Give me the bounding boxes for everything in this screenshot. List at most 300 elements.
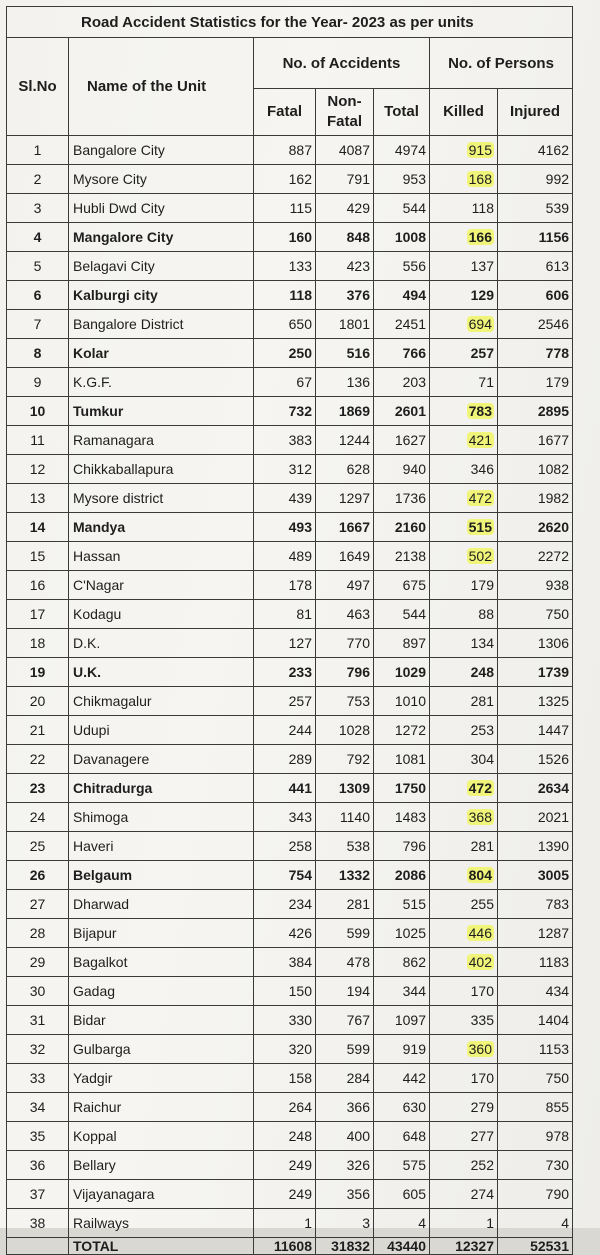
cell-total: 1010 [374,687,430,716]
cell-total: 2451 [374,310,430,339]
table-row [7,1035,573,1064]
cell-injured: 1447 [498,716,573,745]
cell-total: 1097 [374,1006,430,1035]
cell-unit-name: Gulbarga [69,1035,254,1064]
cell-injured: 1156 [498,223,573,252]
cell-killed: 346 [430,455,498,484]
cell-killed [430,223,498,252]
table-row [7,484,573,513]
cell-unit-name: Gadag [69,977,254,1006]
cell-unit-name: Ramanagara [69,426,254,455]
cell-unit-name: Bellary [69,1151,254,1180]
cell-non-fatal: 628 [316,455,374,484]
cell-unit-name: Bidar [69,1006,254,1035]
cell-killed: 253 [430,716,498,745]
total-non-fatal: 31832 [316,1238,374,1255]
cell-non-fatal: 538 [316,832,374,861]
cell-non-fatal: 1244 [316,426,374,455]
cell-non-fatal: 791 [316,165,374,194]
table-row [7,1122,573,1151]
cell-killed: 137 [430,252,498,281]
table-row [7,658,573,687]
cell-unit-name: Bangalore City [69,136,254,165]
cell-fatal: 489 [254,542,316,571]
table-row [7,600,573,629]
cell-killed: 257 [430,339,498,368]
highlighted-value: 915 [468,142,492,158]
cell-sl-no: 7 [7,310,69,339]
cell-injured: 730 [498,1151,573,1180]
cell-fatal: 248 [254,1122,316,1151]
table-row [7,803,573,832]
cell-injured: 1325 [498,687,573,716]
cell-non-fatal: 136 [316,368,374,397]
cell-killed [430,774,498,803]
cell-fatal: 162 [254,165,316,194]
cell-injured: 1153 [498,1035,573,1064]
cell-non-fatal: 516 [316,339,374,368]
header-non-fatal: Non- Fatal [316,89,374,136]
cell-fatal: 133 [254,252,316,281]
cell-unit-name: Kolar [69,339,254,368]
table-row [7,948,573,977]
cell-unit-name: Mangalore City [69,223,254,252]
cell-fatal: 320 [254,1035,316,1064]
cell-non-fatal: 599 [316,919,374,948]
header-accidents: No. of Accidents [254,38,430,89]
cell-killed [430,948,498,977]
cell-fatal: 887 [254,136,316,165]
cell-fatal: 439 [254,484,316,513]
table-body [7,136,573,1238]
cell-injured: 2634 [498,774,573,803]
table-row [7,687,573,716]
cell-fatal: 244 [254,716,316,745]
cell-total: 940 [374,455,430,484]
cell-non-fatal: 326 [316,1151,374,1180]
cell-sl-no: 21 [7,716,69,745]
cell-unit-name: Kodagu [69,600,254,629]
header-fatal: Fatal [254,89,316,136]
cell-non-fatal: 1309 [316,774,374,803]
cell-fatal: 289 [254,745,316,774]
cell-non-fatal: 366 [316,1093,374,1122]
cell-non-fatal: 848 [316,223,374,252]
cell-unit-name: Haveri [69,832,254,861]
cell-injured: 613 [498,252,573,281]
cell-sl-no: 2 [7,165,69,194]
table-row [7,832,573,861]
cell-fatal: 81 [254,600,316,629]
table-row [7,1064,573,1093]
table-row [7,426,573,455]
cell-total: 575 [374,1151,430,1180]
table-row [7,1180,573,1209]
cell-non-fatal: 767 [316,1006,374,1035]
cell-non-fatal: 423 [316,252,374,281]
cell-unit-name: Kalburgi city [69,281,254,310]
cell-total: 648 [374,1122,430,1151]
cell-total: 1081 [374,745,430,774]
cell-total: 515 [374,890,430,919]
cell-unit-name: Udupi [69,716,254,745]
cell-unit-name: Chikkaballapura [69,455,254,484]
cell-sl-no: 37 [7,1180,69,1209]
cell-killed [430,397,498,426]
cell-killed: 335 [430,1006,498,1035]
cell-fatal: 754 [254,861,316,890]
cell-fatal: 233 [254,658,316,687]
cell-killed: 279 [430,1093,498,1122]
total-row [7,1238,573,1255]
cell-fatal: 650 [254,310,316,339]
cell-sl-no: 14 [7,513,69,542]
cell-injured: 179 [498,368,573,397]
cell-unit-name: Chitradurga [69,774,254,803]
cell-non-fatal: 3 [316,1209,374,1238]
cell-total: 766 [374,339,430,368]
cell-sl-no: 17 [7,600,69,629]
cell-sl-no: 38 [7,1209,69,1238]
cell-killed [430,1035,498,1064]
cell-total: 1750 [374,774,430,803]
cell-fatal: 493 [254,513,316,542]
cell-unit-name: Bagalkot [69,948,254,977]
cell-sl-no: 24 [7,803,69,832]
cell-sl-no: 27 [7,890,69,919]
cell-sl-no: 25 [7,832,69,861]
cell-killed: 255 [430,890,498,919]
cell-injured: 2546 [498,310,573,339]
cell-non-fatal: 1649 [316,542,374,571]
cell-injured: 1677 [498,426,573,455]
cell-non-fatal: 796 [316,658,374,687]
cell-non-fatal: 753 [316,687,374,716]
cell-killed: 134 [430,629,498,658]
table-row [7,513,573,542]
cell-non-fatal: 1332 [316,861,374,890]
cell-unit-name: Yadgir [69,1064,254,1093]
cell-killed [430,542,498,571]
header-sl-no: Sl.No [7,38,69,136]
cell-total: 4 [374,1209,430,1238]
cell-non-fatal: 194 [316,977,374,1006]
cell-sl-no: 28 [7,919,69,948]
cell-total: 2138 [374,542,430,571]
cell-total: 2160 [374,513,430,542]
cell-killed: 277 [430,1122,498,1151]
cell-injured: 992 [498,165,573,194]
cell-non-fatal: 284 [316,1064,374,1093]
cell-injured: 4 [498,1209,573,1238]
cell-killed [430,426,498,455]
table-row [7,136,573,165]
cell-fatal: 118 [254,281,316,310]
cell-fatal: 158 [254,1064,316,1093]
total-fatal: 11608 [254,1238,316,1255]
cell-non-fatal: 1028 [316,716,374,745]
cell-total: 544 [374,600,430,629]
cell-injured: 2895 [498,397,573,426]
cell-injured: 1404 [498,1006,573,1035]
cell-injured: 783 [498,890,573,919]
table-row [7,1209,573,1238]
cell-killed [430,165,498,194]
cell-total: 494 [374,281,430,310]
cell-fatal: 178 [254,571,316,600]
cell-killed [430,310,498,339]
cell-total: 675 [374,571,430,600]
cell-killed [430,484,498,513]
cell-injured: 1306 [498,629,573,658]
cell-total: 796 [374,832,430,861]
cell-fatal: 384 [254,948,316,977]
cell-total: 953 [374,165,430,194]
cell-injured: 1390 [498,832,573,861]
table-row [7,252,573,281]
cell-non-fatal: 281 [316,890,374,919]
cell-sl-no: 11 [7,426,69,455]
cell-sl-no: 3 [7,194,69,223]
highlighted-value: 421 [468,432,492,448]
highlighted-value: 472 [468,490,492,506]
cell-fatal: 426 [254,919,316,948]
total-total: 43440 [374,1238,430,1255]
cell-sl-no: 13 [7,484,69,513]
cell-unit-name: Mysore district [69,484,254,513]
cell-sl-no: 16 [7,571,69,600]
highlighted-value: 472 [468,780,492,796]
cell-killed: 274 [430,1180,498,1209]
cell-injured: 778 [498,339,573,368]
table-row [7,368,573,397]
cell-non-fatal: 4087 [316,136,374,165]
cell-total: 2086 [374,861,430,890]
cell-total: 1029 [374,658,430,687]
cell-non-fatal: 356 [316,1180,374,1209]
cell-killed [430,513,498,542]
cell-sl-no: 34 [7,1093,69,1122]
cell-unit-name: Mandya [69,513,254,542]
cell-injured: 1183 [498,948,573,977]
highlighted-value: 694 [468,316,492,332]
cell-unit-name: Shimoga [69,803,254,832]
cell-non-fatal: 770 [316,629,374,658]
cell-sl-no: 30 [7,977,69,1006]
cell-injured: 3005 [498,861,573,890]
cell-unit-name: Dharwad [69,890,254,919]
cell-unit-name: Mysore City [69,165,254,194]
total-label: TOTAL [69,1238,254,1255]
cell-injured: 2021 [498,803,573,832]
cell-fatal: 115 [254,194,316,223]
cell-sl-no: 26 [7,861,69,890]
cell-total: 2601 [374,397,430,426]
cell-total: 556 [374,252,430,281]
cell-killed: 281 [430,687,498,716]
table-row [7,919,573,948]
highlighted-value: 783 [468,403,492,419]
cell-unit-name: U.K. [69,658,254,687]
cell-sl-no: 8 [7,339,69,368]
highlighted-value: 515 [468,519,492,535]
cell-fatal: 330 [254,1006,316,1035]
cell-unit-name: K.G.F. [69,368,254,397]
cell-fatal: 160 [254,223,316,252]
table-row [7,281,573,310]
cell-total: 919 [374,1035,430,1064]
cell-sl-no: 10 [7,397,69,426]
table-row [7,1006,573,1035]
cell-killed [430,803,498,832]
cell-unit-name: Davanagere [69,745,254,774]
cell-injured: 2272 [498,542,573,571]
table-row [7,310,573,339]
cell-total: 203 [374,368,430,397]
cell-killed: 129 [430,281,498,310]
cell-sl-no: 22 [7,745,69,774]
cell-killed: 248 [430,658,498,687]
cell-sl-no: 33 [7,1064,69,1093]
cell-injured: 1739 [498,658,573,687]
cell-injured: 938 [498,571,573,600]
cell-injured: 539 [498,194,573,223]
table-row [7,977,573,1006]
cell-sl-no: 35 [7,1122,69,1151]
highlighted-value: 368 [468,809,492,825]
total-injured: 52531 [498,1238,573,1255]
cell-injured: 1982 [498,484,573,513]
cell-total: 1025 [374,919,430,948]
cell-injured: 1526 [498,745,573,774]
cell-killed [430,919,498,948]
cell-fatal: 249 [254,1180,316,1209]
cell-killed: 281 [430,832,498,861]
cell-injured: 750 [498,1064,573,1093]
cell-sl-no: 20 [7,687,69,716]
highlighted-value: 166 [468,229,492,245]
cell-killed: 179 [430,571,498,600]
table-row [7,455,573,484]
cell-sl-no: 36 [7,1151,69,1180]
cell-total: 442 [374,1064,430,1093]
cell-sl-no: 4 [7,223,69,252]
table-row [7,629,573,658]
cell-injured: 855 [498,1093,573,1122]
cell-fatal: 150 [254,977,316,1006]
header-unit-name: Name of the Unit [69,38,254,136]
cell-total: 630 [374,1093,430,1122]
cell-total: 4974 [374,136,430,165]
cell-total: 1627 [374,426,430,455]
table-title: Road Accident Statistics for the Year- 2023 as per units [7,7,573,38]
highlighted-value: 402 [468,954,492,970]
cell-sl-no: 31 [7,1006,69,1035]
cell-sl-no: 19 [7,658,69,687]
cell-total: 1483 [374,803,430,832]
highlighted-value: 446 [468,925,492,941]
cell-total: 1736 [374,484,430,513]
highlighted-value: 502 [468,548,492,564]
table-row [7,571,573,600]
cell-non-fatal: 1869 [316,397,374,426]
cell-injured: 434 [498,977,573,1006]
cell-fatal: 127 [254,629,316,658]
cell-injured: 4162 [498,136,573,165]
table-row [7,890,573,919]
table-row [7,861,573,890]
cell-unit-name: C'Nagar [69,571,254,600]
total-sl [7,1238,69,1255]
table-row [7,745,573,774]
cell-total: 605 [374,1180,430,1209]
cell-unit-name: Hassan [69,542,254,571]
cell-non-fatal: 497 [316,571,374,600]
table-row [7,339,573,368]
cell-fatal: 264 [254,1093,316,1122]
cell-total: 1272 [374,716,430,745]
table-row [7,165,573,194]
cell-fatal: 258 [254,832,316,861]
cell-injured: 2620 [498,513,573,542]
cell-non-fatal: 1140 [316,803,374,832]
highlighted-value: 804 [468,867,492,883]
header-persons: No. of Persons [430,38,573,89]
cell-unit-name: Raichur [69,1093,254,1122]
cell-killed: 1 [430,1209,498,1238]
cell-injured: 1287 [498,919,573,948]
cell-unit-name: Bangalore District [69,310,254,339]
cell-non-fatal: 792 [316,745,374,774]
cell-killed [430,861,498,890]
cell-injured: 978 [498,1122,573,1151]
cell-sl-no: 1 [7,136,69,165]
cell-non-fatal: 1801 [316,310,374,339]
table-row [7,716,573,745]
cell-sl-no: 9 [7,368,69,397]
cell-unit-name: Chikmagalur [69,687,254,716]
cell-unit-name: Koppal [69,1122,254,1151]
cell-sl-no: 18 [7,629,69,658]
cell-sl-no: 23 [7,774,69,803]
highlighted-value: 360 [468,1041,492,1057]
cell-injured: 606 [498,281,573,310]
cell-total: 897 [374,629,430,658]
cell-unit-name: Bijapur [69,919,254,948]
cell-fatal: 383 [254,426,316,455]
highlighted-value: 168 [468,171,492,187]
cell-killed: 252 [430,1151,498,1180]
cell-fatal: 249 [254,1151,316,1180]
cell-non-fatal: 1667 [316,513,374,542]
cell-non-fatal: 463 [316,600,374,629]
cell-killed: 304 [430,745,498,774]
header-killed: Killed [430,89,498,136]
cell-killed: 88 [430,600,498,629]
cell-killed: 71 [430,368,498,397]
cell-fatal: 250 [254,339,316,368]
cell-non-fatal: 478 [316,948,374,977]
cell-total: 862 [374,948,430,977]
cell-fatal: 343 [254,803,316,832]
cell-total: 1008 [374,223,430,252]
cell-fatal: 732 [254,397,316,426]
cell-fatal: 312 [254,455,316,484]
cell-injured: 750 [498,600,573,629]
cell-unit-name: Tumkur [69,397,254,426]
header-injured: Injured [498,89,573,136]
cell-unit-name: Belgaum [69,861,254,890]
